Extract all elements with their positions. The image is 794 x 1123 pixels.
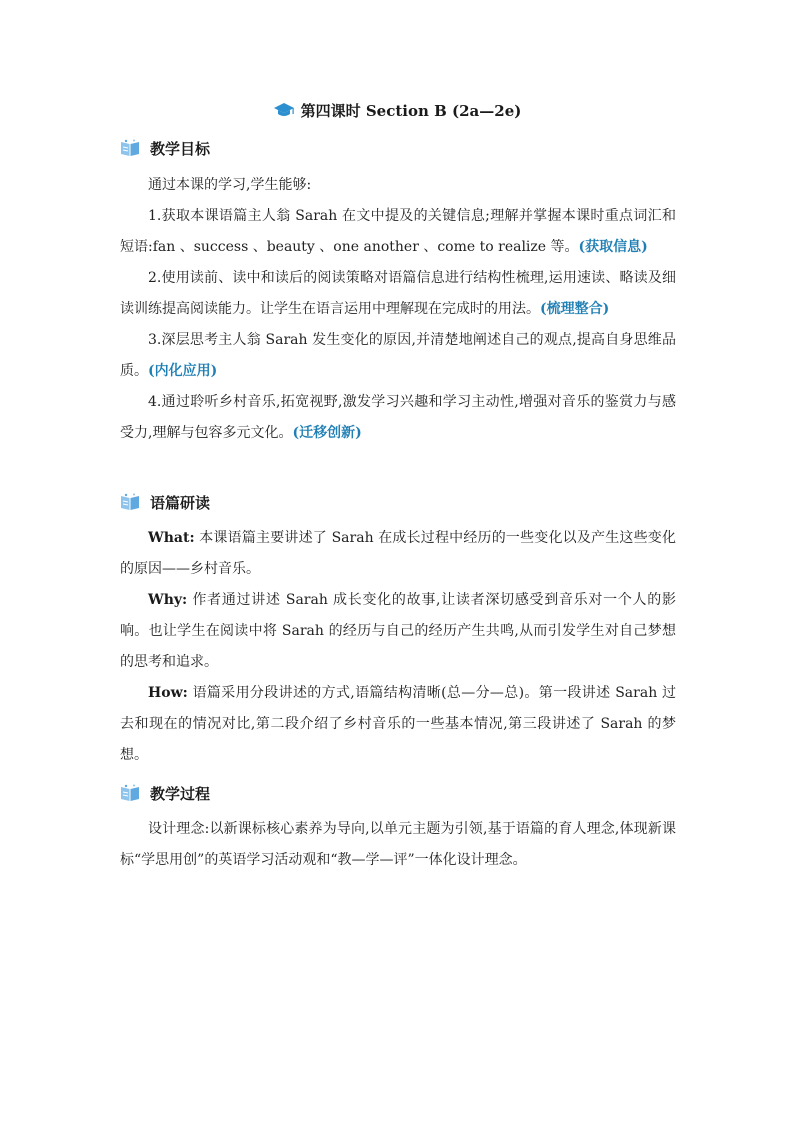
graduation-cap-icon [273,101,295,119]
goal-item: 2.使用读前、读中和读后的阅读策略对语篇信息进行结构性梳理,运用速读、略读及细读训练提高阅读能力。让学生在语言运用中理解现在完成时的用法。(梳理整合) [120,270,676,317]
open-book-icon [120,492,140,512]
design-concept-paragraph: 设计理念:以新课标核心素养为导向,以单元主题为引领,基于语篇的育人理念,体现新课标“学思用创”的英语学习活动观和“教—学—评”一体化设计理念。 [120,821,676,868]
goal-item: 3.深层思考主人翁 Sarah 发生变化的原因,并清楚地阐述自己的观点,提高自身思维品质。(内化应用) [120,332,676,379]
goals-intro: 通过本课的学习,学生能够: [148,177,312,193]
goal-item: 1.获取本课语篇主人翁 Sarah 在文中提及的关键信息;理解并掌握本课时重点词汇和短语:fan 、success 、beauty 、one another 、come to realize 等。(获取信息) [120,208,676,255]
section-title: 语篇研读 [150,494,211,512]
goal-tag: (获取信息) [578,239,648,255]
goal-item: 4.通过聆听乡村音乐,拓宽视野,激发学习兴趣和学习主动性,增强对音乐的鉴赏力与感受力,理解与包容多元文化。(迁移创新) [120,394,676,441]
section-title: 教学目标 [150,140,211,158]
text-study-body [120,523,676,771]
lesson-title-text: 第四课时 Section B (2a—2e) [300,102,522,120]
section-title: 教学过程 [150,785,211,803]
goal-tag: (迁移创新) [292,425,362,441]
why-paragraph: Why: 作者通过讲述 Sarah 成长变化的故事,让读者深切感受到音乐对一个人的影响。也让学生在阅读中将 Sarah 的经历与自己的经历产生共鸣,从而引发学生对自己梦想的思考和追求。 [120,592,676,670]
open-book-icon [120,783,140,803]
open-book-icon [120,138,140,158]
how-paragraph: How: 语篇采用分段讲述的方式,语篇结构清晰(总—分—总)。第一段讲述 Sarah 过去和现在的情况对比,第二段介绍了乡村音乐的一些基本情况,第三段讲述了 Sarah 的梦想。 [120,685,676,763]
lesson-title [0,100,794,122]
goal-tag: (内化应用) [148,363,218,379]
what-paragraph: What: 本课语篇主要讲述了 Sarah 在成长过程中经历的一些变化以及产生这些变化的原因——乡村音乐。 [120,530,676,577]
goal-tag: (梳理整合) [540,301,610,317]
goals-body [120,170,676,449]
process-body [120,814,676,876]
